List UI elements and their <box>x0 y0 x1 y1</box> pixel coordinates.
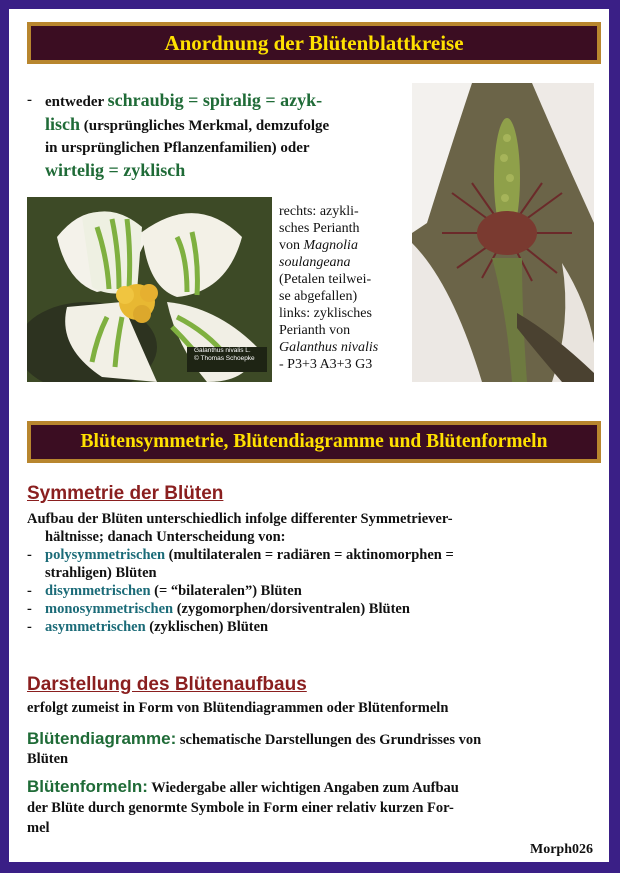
term-asym: asymmetrischen <box>45 619 146 635</box>
symmetry-list-item <box>27 582 597 600</box>
caption-species: soulangeana <box>279 255 351 270</box>
title-banner-text: Anordnung der Blütenblattkreise <box>164 31 464 55</box>
dash: - <box>27 601 32 617</box>
caption-line: sches Perianth <box>279 221 360 236</box>
section-banner <box>27 421 601 463</box>
symmetry-paragraph: Aufbau der Blüten unterschiedlich infolge differenter Symmetriever- <box>27 511 453 527</box>
term-spiral: schraubig = spiralig = azyk- <box>107 90 323 110</box>
arrangement-word: entweder <box>45 94 104 110</box>
representation-text: erfolgt zumeist in Form von Blütendiagrammen oder Blütenformeln <box>27 700 449 716</box>
dash: - <box>27 547 32 563</box>
galanthus-photo <box>27 197 272 382</box>
arrangement-note: (ursprüngliches Merkmal, demzufolge <box>83 118 330 134</box>
diagram-desc: schematische Darstellungen des Grundrisses von <box>176 732 482 748</box>
term-di: disymmetrischen <box>45 583 151 599</box>
caption-line: (Petalen teilwei- <box>279 272 372 287</box>
symmetry-text <box>27 510 597 636</box>
term-desc: (= “bilateralen”) Blüten <box>150 583 302 599</box>
caption-species: Magnolia <box>303 238 358 253</box>
symmetry-list-item <box>27 546 597 582</box>
symmetry-list-item <box>27 618 597 636</box>
arrangement-note2: in ursprünglichen Pflanzenfamilien) oder <box>45 140 310 156</box>
formula-desc: Wiedergabe aller wichtigen Angaben zum Aufbau <box>147 780 459 796</box>
caption-text: von <box>279 238 300 253</box>
symmetry-list-item <box>27 600 597 618</box>
magnolia-illustration <box>412 83 594 382</box>
symmetry-heading: Symmetrie der Blüten <box>27 483 224 504</box>
diagram-definition <box>27 729 597 769</box>
diagram-desc-cont: Blüten <box>27 751 69 767</box>
section-banner-text: Blütensymmetrie, Blütendiagramme und Blütenformeln <box>80 431 548 452</box>
term-desc-cont: strahligen) Blüten <box>45 565 157 581</box>
term-formulas: Blütenformeln: <box>27 777 148 796</box>
caption-line <box>279 237 409 254</box>
term-desc: (zyklischen) Blüten <box>145 619 269 635</box>
formula-definition <box>27 777 602 838</box>
representation-heading: Darstellung des Blütenaufbaus <box>27 674 307 695</box>
term-diagrams: Blütendiagramme: <box>27 729 177 748</box>
formula-desc-line: mel <box>27 820 50 836</box>
caption-line: rechts: azykli- <box>279 204 359 219</box>
term-desc: (multilateralen = radiären = aktinomorphen = <box>165 547 454 563</box>
formula-desc-line: der Blüte durch genormte Symbole in Form einer relativ kurzen For- <box>27 800 454 816</box>
photo-credit <box>194 347 255 363</box>
term-cyclic: wirtelig = zyklisch <box>45 160 186 180</box>
photo-caption <box>279 203 409 373</box>
caption-formula: - P3+3 A3+3 G3 <box>279 357 373 372</box>
term-desc: (zygomorphen/dorsiventralen) Blüten <box>173 601 410 617</box>
caption-line: links: zyklisches <box>279 306 372 321</box>
caption-species: Galanthus nivalis <box>279 340 379 355</box>
term-mono: monosymmetrischen <box>45 601 174 617</box>
term-lisch: lisch <box>45 114 81 134</box>
title-banner <box>27 22 601 64</box>
page <box>9 9 609 862</box>
dash: - <box>27 583 32 599</box>
magnolia-photo <box>412 83 594 382</box>
page-code: Morph026 <box>530 842 593 857</box>
term-poly: polysymmetrischen <box>45 547 166 563</box>
dash: - <box>27 92 32 108</box>
symmetry-paragraph: hältnisse; danach Unterscheidung von: <box>45 529 286 545</box>
caption-line: Perianth von <box>279 323 351 338</box>
photo-credit-line2: © Thomas Schoepke <box>194 355 255 362</box>
photo-credit-line1: Galanthus nivalis L. <box>194 347 251 354</box>
caption-line: se abgefallen) <box>279 289 358 304</box>
dash: - <box>27 619 32 635</box>
